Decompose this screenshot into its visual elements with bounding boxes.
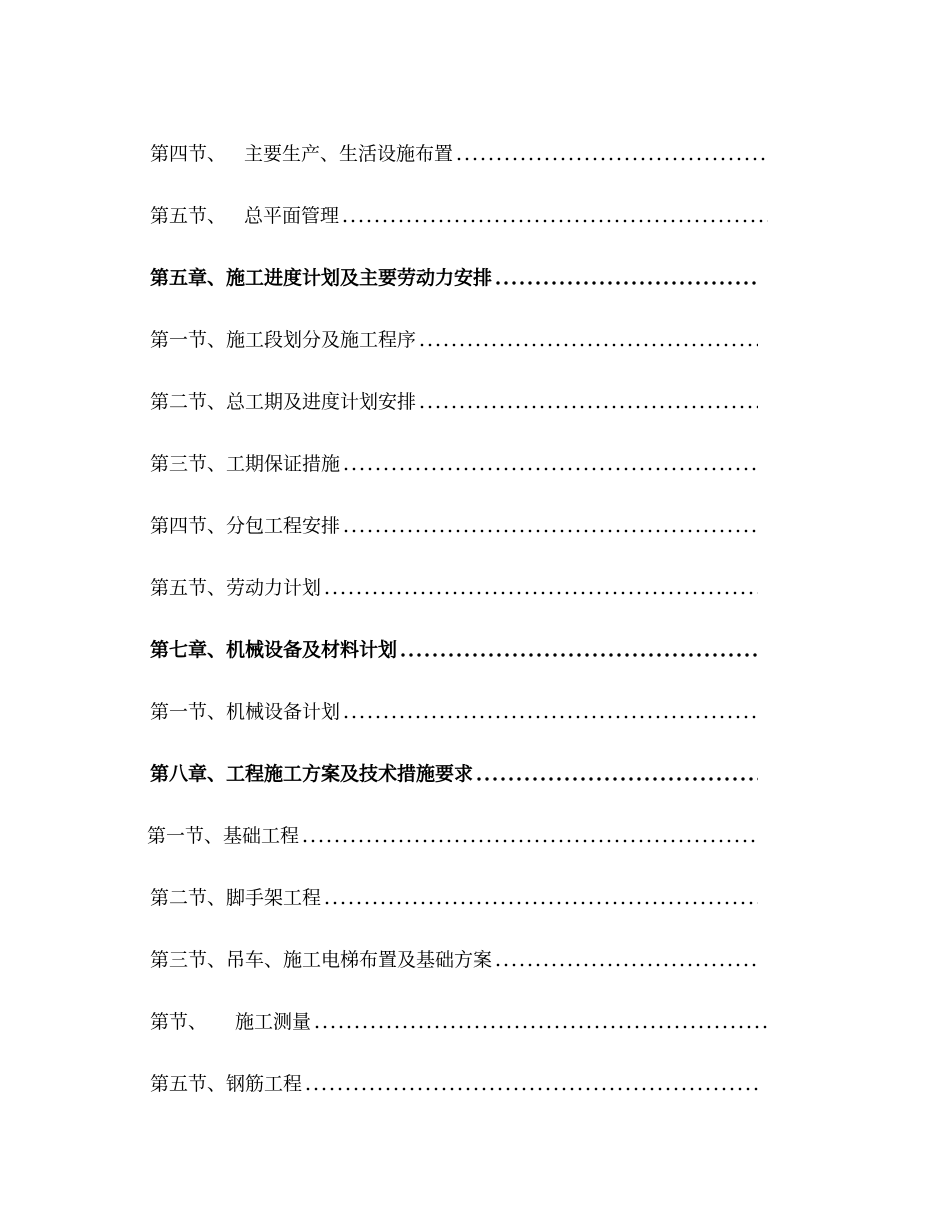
toc-entry-prefix: 第一节、 (147, 825, 224, 847)
toc-entry-prefix: 第八章、 (150, 763, 227, 785)
toc-entry-prefix: 第五节、 (150, 577, 227, 599)
toc-entry-prefix: 第三节、 (150, 453, 227, 475)
toc-entry (150, 1069, 758, 1099)
toc-entry-prefix: 第五章、 (150, 267, 227, 289)
toc-leader-dots (399, 652, 758, 658)
toc-entry (150, 201, 768, 231)
toc-entry (150, 511, 758, 541)
toc-chapter-entry (150, 635, 758, 665)
toc-entry (150, 1007, 768, 1037)
toc-entry-title: 施工进度计划及主要劳动力安排 (226, 267, 493, 289)
toc-entry-title: 吊车、施工电梯布置及基础方案 (226, 949, 493, 971)
toc-entry (150, 573, 758, 603)
toc-entry-title: 总工期及进度计划安排 (226, 391, 417, 413)
toc-leader-dots (304, 1086, 758, 1092)
toc-entry-title: 主要生产、生活设施布置 (244, 143, 454, 165)
toc-entry-prefix: 第五节、 (150, 1073, 227, 1095)
toc-entry-title: 施工测量 (235, 1011, 312, 1033)
toc-leader-dots (418, 342, 758, 348)
toc-entry-title: 总平面管理 (244, 205, 340, 227)
toc-entry-title: 分包工程安排 (226, 515, 341, 537)
toc-leader-dots (455, 156, 768, 162)
toc-entry-prefix: 第二节、 (150, 887, 227, 909)
toc-leader-dots (494, 962, 758, 968)
toc-entry-title: 劳动力计划 (226, 577, 322, 599)
toc-entry-prefix: 第一节、 (150, 701, 227, 723)
toc-leader-dots (301, 838, 755, 844)
toc-chapter-entry (150, 759, 758, 789)
toc-entry-prefix: 第节、 (150, 1011, 208, 1033)
toc-entry-title: 机械设备计划 (226, 701, 341, 723)
toc-leader-dots (341, 218, 768, 224)
toc-entry-prefix: 第四节、 (150, 143, 227, 165)
toc-entry (150, 325, 758, 355)
toc-leader-dots (475, 776, 758, 782)
toc-entry (150, 945, 758, 975)
toc-entry-title: 工期保证措施 (226, 453, 341, 475)
toc-entry-title: 工程施工方案及技术措施要求 (226, 763, 474, 785)
toc-entry-title: 机械设备及材料计划 (226, 639, 398, 661)
toc-entry-title: 钢筋工程 (226, 1073, 303, 1095)
toc-entry-title: 基础工程 (223, 825, 300, 847)
toc-chapter-entry (150, 263, 758, 293)
toc-entry-prefix: 第四节、 (150, 515, 227, 537)
toc-entry-title: 施工段划分及施工程序 (226, 329, 417, 351)
toc-leader-dots (323, 590, 758, 596)
toc-entry-prefix: 第七章、 (150, 639, 227, 661)
toc-leader-dots (342, 714, 758, 720)
toc-entry (150, 387, 758, 417)
toc-entry-prefix: 第二节、 (150, 391, 227, 413)
toc-entry (147, 821, 755, 851)
toc-entry-prefix: 第三节、 (150, 949, 227, 971)
toc-leader-dots (323, 900, 758, 906)
toc-entry-title: 脚手架工程 (226, 887, 322, 909)
toc-entry-prefix: 第五节、 (150, 205, 227, 227)
toc-leader-dots (494, 280, 758, 286)
toc-entry-prefix: 第一节、 (150, 329, 227, 351)
toc-entry (150, 449, 758, 479)
toc-leader-dots (342, 466, 758, 472)
toc-entry (150, 697, 758, 727)
toc-leader-dots (418, 404, 758, 410)
toc-entry (150, 883, 758, 913)
toc-leader-dots (313, 1024, 768, 1030)
toc-leader-dots (342, 528, 758, 534)
toc-entry (150, 139, 768, 169)
